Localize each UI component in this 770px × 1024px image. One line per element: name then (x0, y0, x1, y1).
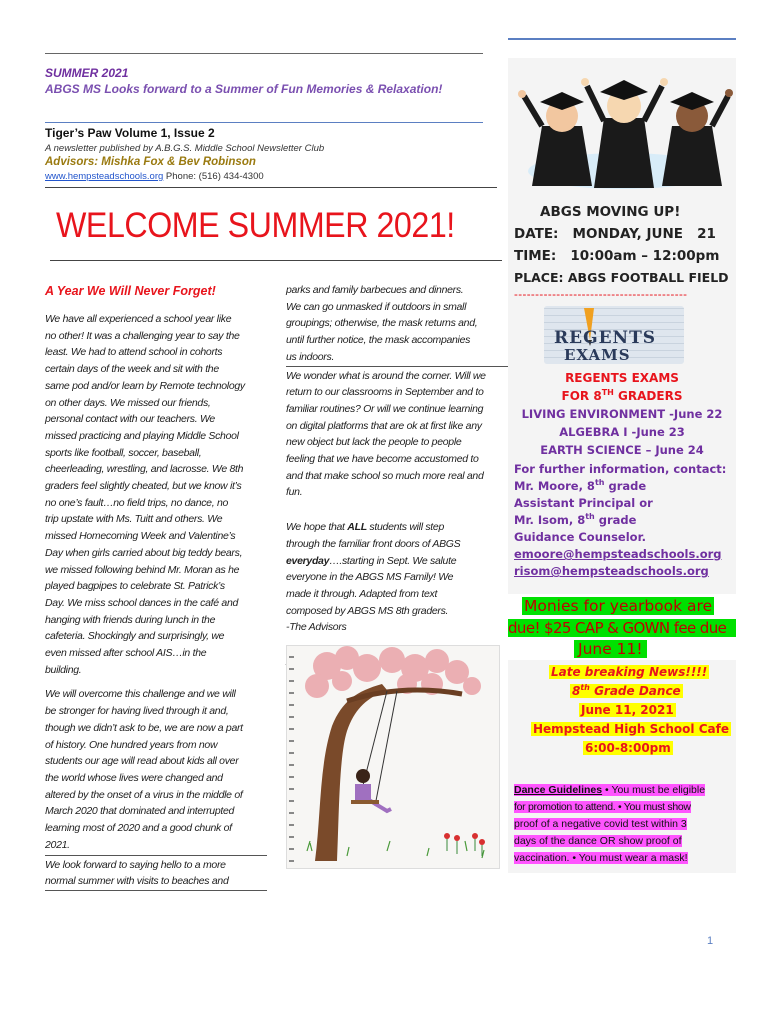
contact-line-1: For further information, contact: (514, 462, 727, 476)
article-column-2 (286, 282, 508, 671)
paragraph-4-line: until further notice, the mask accompanies (286, 334, 471, 347)
news-line-4: Hempstead High School Cafe (533, 722, 729, 736)
phone-number: Phone: (516) 434-4300 (163, 171, 264, 182)
para6-line-2: through the familiar front doors of ABGS (286, 537, 461, 550)
page-number: 1 (707, 935, 714, 947)
article-paragraph-3 (45, 857, 270, 890)
paragraph-1-line: trip upstate with Ms. Tuitt and others. We (45, 513, 223, 526)
student-artwork (286, 645, 500, 869)
paragraph-1-line: Day when girls carried about big teddy bears, (45, 546, 243, 559)
graduate-right (662, 89, 733, 186)
paragraph-1-line: missed Homecoming Week and Valentine’s (45, 530, 236, 543)
para6-line-3 (286, 553, 508, 570)
paragraph-1-line: played bagpipes to celebrate St. Patrick’s (45, 580, 225, 593)
news-line-1: Late breaking News!!!! (551, 665, 708, 679)
paragraph-5-line: feeling that we have become accustomed to (286, 453, 479, 466)
contact-line-4: Mr. Isom, 8th grade (514, 512, 637, 527)
paragraph-5-line: familiar routines? Or will we continue learning (286, 402, 484, 415)
paragraph-1-line: least. We had to attend school in cohorts (45, 346, 223, 359)
moving-up-title: ABGS MOVING UP! (540, 204, 681, 220)
tree-swing-drawing (287, 646, 499, 868)
moving-up-place: PLACE: ABGS FOOTBALL FIELD (514, 270, 729, 285)
paragraph-2-line: 2021. (45, 838, 70, 851)
paragraph-2-line: We will overcome this challenge and we will (45, 688, 236, 701)
graduates-icon (512, 66, 734, 194)
moving-up-time: TIME: 10:00am – 12:00pm (514, 248, 720, 264)
flowers (444, 833, 485, 856)
article-title: A Year We Will Never Forget! (45, 284, 216, 298)
paragraph-1-line: missed practicing and playing Middle School (45, 429, 239, 442)
everyday-emphasis: everyday (286, 554, 330, 567)
tree-trunk (315, 684, 387, 861)
paragraph-1-line: certain days of the week and sit with the (45, 363, 219, 376)
paragraph-4-line: groupings; otherwise, the mask returns and, (286, 317, 478, 330)
paragraph-5-line: return to our classrooms in September and to (286, 386, 484, 399)
yearbook-notice (508, 594, 736, 660)
paragraph-5-line: We wonder what is around the corner. Will we (286, 369, 486, 382)
dance-guidelines-line-2: for promotion to attend. • You must show (514, 801, 691, 813)
regents-logo-bottom: EXAMS (564, 346, 631, 364)
website-link[interactable]: www.hempsteadschools.org (45, 171, 164, 182)
girl-body (355, 784, 371, 800)
volume-label: Tiger’s Paw Volume 1, Issue 2 (45, 126, 215, 140)
article-paragraph-5 (286, 368, 508, 502)
regents-heading: REGENTS EXAMS (565, 371, 679, 385)
email-isom[interactable]: risom@hempsteadschools.org (514, 564, 709, 578)
paragraph-6-line: everyone in the ABGS MS Family! We (286, 571, 454, 584)
publisher-note: A newsletter published by A.B.G.S. Middle School Newsletter Club (45, 143, 325, 154)
girl-head (356, 769, 370, 783)
contact-line-2: Mr. Moore, 8th grade (514, 478, 647, 493)
paragraph-1-line: sports like football, soccer, baseball, (45, 446, 202, 459)
paragraph-2-line: altered by the onset of a virus in the middle of (45, 788, 243, 801)
paragraph-2-line: learning most of 2020 and a good chunk of (45, 822, 232, 835)
paragraph-1-line: cheerleading, wrestling, and lacrosse. We 8th (45, 463, 244, 476)
email-moore[interactable]: emoore@hempsteadschools.org (514, 547, 722, 561)
paragraph-4-line: us indoors. (286, 350, 335, 363)
regents-grade: FOR 8TH GRADERS (561, 388, 683, 403)
para6-line-1: We hope that ALL students will step (286, 521, 444, 534)
paragraph-1-line: We have all experienced a school year like (45, 313, 232, 325)
contact-line-5: Guidance Counselor. (514, 530, 646, 544)
paragraph-1-line: graders feel slightly cheated, but we know it’s (45, 480, 242, 493)
swing-seat (351, 800, 379, 804)
paragraph-1-line: personal contact with our teachers. We (45, 413, 215, 426)
paragraph-1-line: on other days. We missed our friends, (45, 396, 211, 409)
yearbook-line-2: due! $25 CAP & GOWN fee due (508, 619, 736, 637)
article-column-1 (45, 311, 270, 891)
tagline: ABGS MS Looks forward to a Summer of Fun Memories & Relaxation! (45, 82, 443, 96)
top-rule-right (508, 38, 736, 40)
paragraph-5-line: on digital platforms that are ok at first like any (286, 419, 482, 432)
article-paragraph-4 (286, 282, 508, 366)
paragraph-4-line: parks and family barbecues and dinners. (286, 284, 464, 296)
paragraph-4-line: We can go unmasked if outdoors in small (286, 300, 467, 313)
paragraph-6-line: made it through. Adapted from text (286, 587, 438, 600)
graduates-clipart (512, 66, 734, 194)
exam-living-environment: LIVING ENVIRONMENT -June 22 (521, 407, 723, 421)
all-emphasis: ALL (347, 521, 367, 534)
dance-guidelines-line-1: Dance Guidelines • You must be eligible (514, 784, 706, 796)
dance-guidelines-title: Dance Guidelines (514, 784, 603, 796)
para6-rest (286, 569, 508, 636)
paragraph-1-line: Day. We miss school dances in the café and (45, 596, 239, 609)
season-label: SUMMER 2021 (45, 66, 129, 80)
masthead-rule (45, 122, 483, 123)
paragraph-3-line: We look forward to saying hello to a more (45, 858, 226, 871)
dance-guidelines-line-3: proof of a negative covid test within 3 (514, 818, 687, 830)
headline-rule (50, 260, 502, 261)
swing-rope-right (375, 691, 397, 806)
contact-line-3: Assistant Principal or (514, 496, 653, 510)
paragraph-2-line: students our age will read about kids all over (45, 755, 239, 768)
paragraph-5-line: fun. (286, 486, 303, 499)
masthead-bottom-rule (45, 187, 497, 188)
top-rule-left (45, 53, 483, 54)
paragraph-1-line: cafeteria. Shockingly and surprisingly, we (45, 630, 225, 643)
paragraph-2-line: be stronger for having lived through it and, (45, 705, 229, 718)
moving-up-date: DATE: MONDAY, JUNE 21 (514, 226, 716, 242)
news-line-5: 6:00-8:00pm (585, 741, 671, 755)
paragraph-1-line: building. (45, 663, 82, 676)
paragraph-2-line: though we didn’t ask to be, we are now a part (45, 721, 243, 734)
paragraph-2-line: the world whose lives were changed and (45, 771, 223, 784)
contact-line (45, 171, 264, 182)
dance-guidelines (514, 782, 726, 867)
paragraph-6-line: composed by ABGS MS 8th graders. (286, 604, 449, 617)
news-line-2: 8th Grade Dance (572, 683, 681, 698)
yearbook-line-1: Monies for yearbook are (524, 597, 713, 615)
paragraph-5-line: and that make school so much more real and (286, 469, 484, 482)
regents-logo (544, 306, 684, 364)
paragraph-3-line: normal summer with visits to beaches and (45, 875, 229, 888)
article-paragraph-2 (45, 686, 270, 853)
paragraph-2-line: March 2020 that dominated and interrupted (45, 805, 235, 818)
article-paragraph-6 (286, 519, 508, 636)
column-2-rule (286, 366, 508, 367)
paragraph-6-line: -The Advisors (286, 621, 347, 634)
headline: WELCOME SUMMER 2021! (56, 206, 455, 245)
paragraph-5-line: new object but lack the people to people (286, 436, 462, 449)
news-line-3: June 11, 2021 (581, 703, 674, 717)
advisors-label: Advisors: Mishka Fox & Bev Robinson (45, 156, 256, 168)
paragraph-1-line: no one’s fault…no field trips, no dance, no (45, 496, 229, 509)
regents-logo-top: REGENTS (554, 328, 657, 348)
column-1-rule (45, 855, 267, 856)
paragraph-1-line: even missed after school AIS…in the (45, 647, 207, 660)
dance-guidelines-line-5: vaccination. • You must wear a mask! (514, 852, 688, 864)
exam-algebra: ALGEBRA I -June 23 (559, 425, 685, 439)
dance-guidelines-line-4: days of the dance OR show proof of (514, 835, 682, 847)
paragraph-1-line: same pod and/or learn by Remote technology (45, 379, 245, 392)
paragraph-1-line: we missed following behind Mr. Moran as he (45, 563, 240, 576)
paragraph-1-line: no other! It was a challenging year to say the (45, 329, 240, 342)
spiral-binding (289, 656, 294, 862)
yearbook-line-3: June 11! (574, 640, 647, 658)
paragraph-2-line: of history. One hundred years from now (45, 738, 218, 751)
dashed-separator: ----------------------------------------- (514, 289, 688, 301)
contact-block (514, 461, 736, 580)
paragraph-1-line: hanging with friends during lunch in the (45, 613, 216, 626)
column-1-bottom-rule (45, 890, 267, 891)
exam-earth-science: EARTH SCIENCE – June 24 (540, 443, 704, 457)
para6-line-3-rest: ….starting in Sept. We salute (329, 554, 457, 567)
article-paragraph-1 (45, 311, 270, 678)
